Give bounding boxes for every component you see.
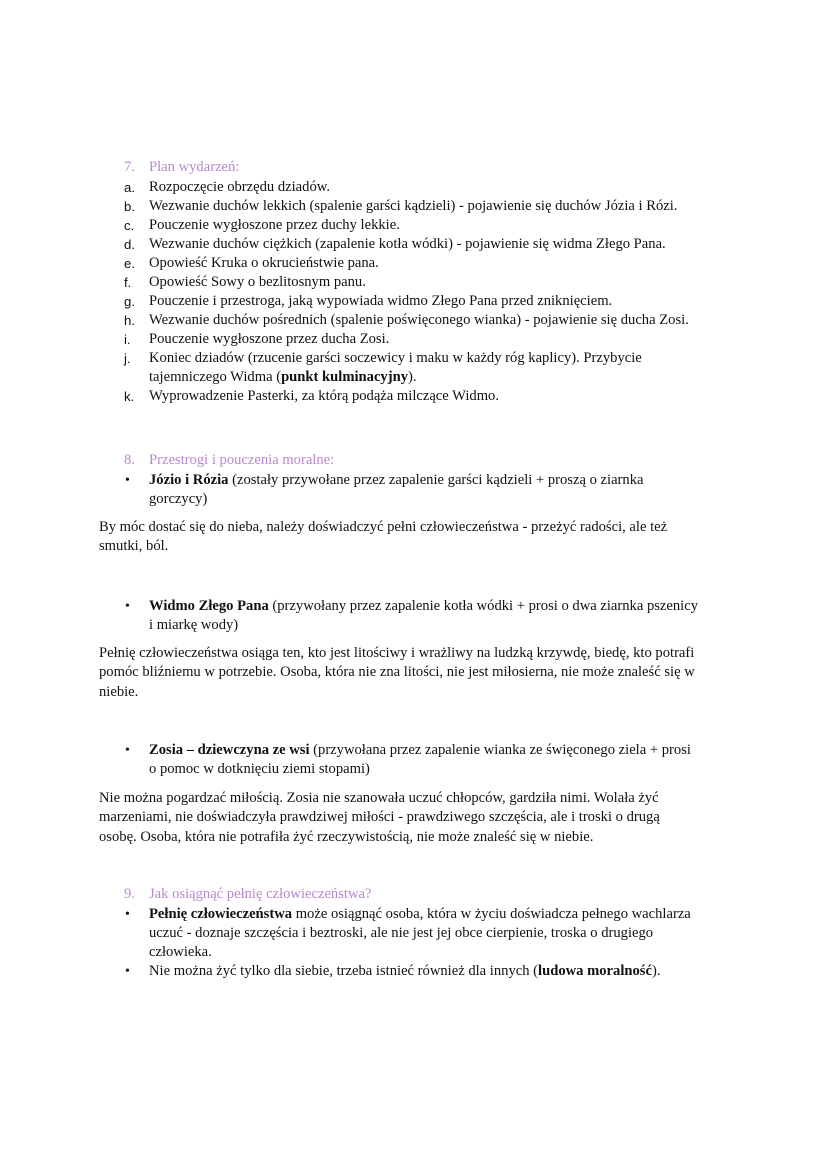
bullet-item <box>124 962 734 981</box>
list-item <box>124 216 724 235</box>
bullet-text: może osiągnąć osoba, która w życiu doświadcza pełnego wachlarza <box>292 906 691 922</box>
list-item-text: Wezwanie duchów pośrednich (spalenie poświęconego wianka) - pojawienie się ducha Zosi. <box>149 312 689 328</box>
section-title: Jak osiągnąć pełnię człowieczeństwa? <box>149 886 372 902</box>
list-marker: c. <box>124 218 135 233</box>
plan-list <box>124 178 724 406</box>
paragraph-line: pomóc bliźniemu w potrzebie. Osoba, która nie zna litości, nie jest miłosierna, nie może znaleść się w <box>99 664 695 681</box>
list-marker: f. <box>124 275 132 290</box>
bullet-text: (zostały przywołane przez zapalenie garści kądzieli + proszą o ziarnka <box>228 472 644 488</box>
bullet-text: gorczycy) <box>149 491 208 507</box>
bullet-text: o pomoc w dotknięciu ziemi stopami) <box>149 761 370 777</box>
list-marker: g. <box>124 294 135 309</box>
section-number: 9. <box>124 886 135 902</box>
section-heading-warnings <box>124 451 334 470</box>
list-item <box>124 235 724 254</box>
paragraph-line: Pełnię człowieczeństwa osiąga ten, kto jest litościwy i wrażliwy na ludzką krzywdę, biedę, kto potrafi <box>99 645 695 661</box>
emphasis-text: ludowa moralność <box>538 963 652 979</box>
section-number: 7. <box>124 159 135 175</box>
section-heading-plan <box>124 158 239 177</box>
emphasis-text: Pełnię człowieczeństwa <box>149 906 293 922</box>
bullet-list <box>124 905 734 981</box>
bullet-text: człowieka. <box>149 944 212 960</box>
bullet-icon: • <box>125 907 130 922</box>
bullet-item <box>124 471 734 509</box>
list-marker: e. <box>124 256 135 271</box>
paragraph-line: niebie. <box>99 683 139 700</box>
bullet-text: Nie można żyć tylko dla siebie, trzeba istnieć również dla innych ( <box>149 963 539 979</box>
list-item-text: Wezwanie duchów lekkich (spalenie garści kądzieli) - pojawienie się duchów Józia i Rózi. <box>149 198 678 214</box>
bullet-text: (przywołany przez zapalenie kotła wódki + prosi o dwa ziarnka pszenicy <box>268 598 699 614</box>
moral-paragraph <box>99 644 739 702</box>
list-item-text: Rozpoczęcie obrzędu dziadów. <box>149 179 330 195</box>
bullet-text: ). <box>651 963 661 979</box>
emphasis-text: Józio i Rózia <box>149 472 229 488</box>
list-item-text: Opowieść Kruka o okrucieństwie pana. <box>149 255 379 271</box>
moral-paragraph <box>99 789 739 847</box>
list-marker: b. <box>124 199 135 214</box>
bullet-list <box>124 471 734 509</box>
list-item <box>124 311 724 330</box>
list-item <box>124 330 724 349</box>
bullet-icon: • <box>125 743 130 758</box>
bullet-icon: • <box>125 473 130 488</box>
list-marker: i. <box>124 332 131 347</box>
section-heading-humanity <box>124 885 371 904</box>
section-number: 8. <box>124 452 135 468</box>
list-marker: d. <box>124 237 135 252</box>
list-item-text: Pouczenie i przestroga, jaką wypowiada widmo Złego Pana przed zniknięciem. <box>149 293 613 309</box>
list-marker: a. <box>124 180 135 195</box>
emphasis-text: punkt kulminacyjny <box>281 369 408 385</box>
list-item <box>124 349 724 387</box>
list-marker: j. <box>124 351 131 366</box>
bullet-icon: • <box>125 964 130 979</box>
bullet-item <box>124 597 734 635</box>
list-item-text: Pouczenie wygłoszone przez ducha Zosi. <box>149 331 390 347</box>
list-item-text: ). <box>408 369 417 385</box>
moral-paragraph <box>99 518 739 557</box>
list-item <box>124 197 724 216</box>
bullet-text: uczuć - doznaje szczęścia i beztroski, ale nie jest jej obce cierpienie, troska o drugiego <box>149 925 654 941</box>
list-item <box>124 292 724 311</box>
list-item-text: Wezwanie duchów ciężkich (zapalenie kotła wódki) - pojawienie się widma Złego Pana. <box>149 236 666 252</box>
emphasis-text: Zosia – dziewczyna ze wsi <box>149 742 310 758</box>
paragraph-line: marzeniami, nie doświadczyła prawdziwej miłości - prawdziwego szczęścia, ale i troski o drugą <box>99 809 660 826</box>
bullet-icon: • <box>125 599 130 614</box>
list-item-text: Opowieść Sowy o bezlitosnym panu. <box>149 274 366 290</box>
emphasis-text: Widmo Złego Pana <box>149 598 269 614</box>
list-item-text: Pouczenie wygłoszone przez duchy lekkie. <box>149 217 400 233</box>
paragraph-line: By móc dostać się do nieba, należy doświadczyć pełni człowieczeństwa - przeżyć radości, ale też <box>99 519 668 535</box>
list-item-text: Koniec dziadów (rzucenie garści soczewicy i maku w każdy róg kaplicy). Przybycie <box>149 350 642 366</box>
bullet-item <box>124 905 734 962</box>
bullet-text: (przywołana przez zapalenie wianka ze święconego ziela + prosi <box>309 742 691 758</box>
list-item <box>124 178 724 197</box>
list-item <box>124 273 724 292</box>
paragraph-line: osobę. Osoba, która nie potrafiła żyć rzeczywistością, nie może znaleść się w niebie. <box>99 828 594 845</box>
list-item <box>124 254 724 273</box>
bullet-item <box>124 741 734 779</box>
list-item <box>124 387 724 406</box>
list-marker: k. <box>124 389 135 404</box>
bullet-list <box>124 741 734 779</box>
list-item-text: Wyprowadzenie Pasterki, za którą podąża milczące Widmo. <box>149 388 499 404</box>
list-item-text: tajemniczego Widma ( <box>149 369 282 385</box>
section-title: Plan wydarzeń: <box>149 159 240 175</box>
bullet-list <box>124 597 734 635</box>
bullet-text: i miarkę wody) <box>149 617 239 633</box>
paragraph-line: smutki, ból. <box>99 538 169 555</box>
section-title: Przestrogi i pouczenia moralne: <box>149 452 335 468</box>
list-marker: h. <box>124 313 135 328</box>
paragraph-line: Nie można pogardzać miłością. Zosia nie szanowała uczuć chłopców, gardziła nimi. Wolała żyć <box>99 790 659 806</box>
